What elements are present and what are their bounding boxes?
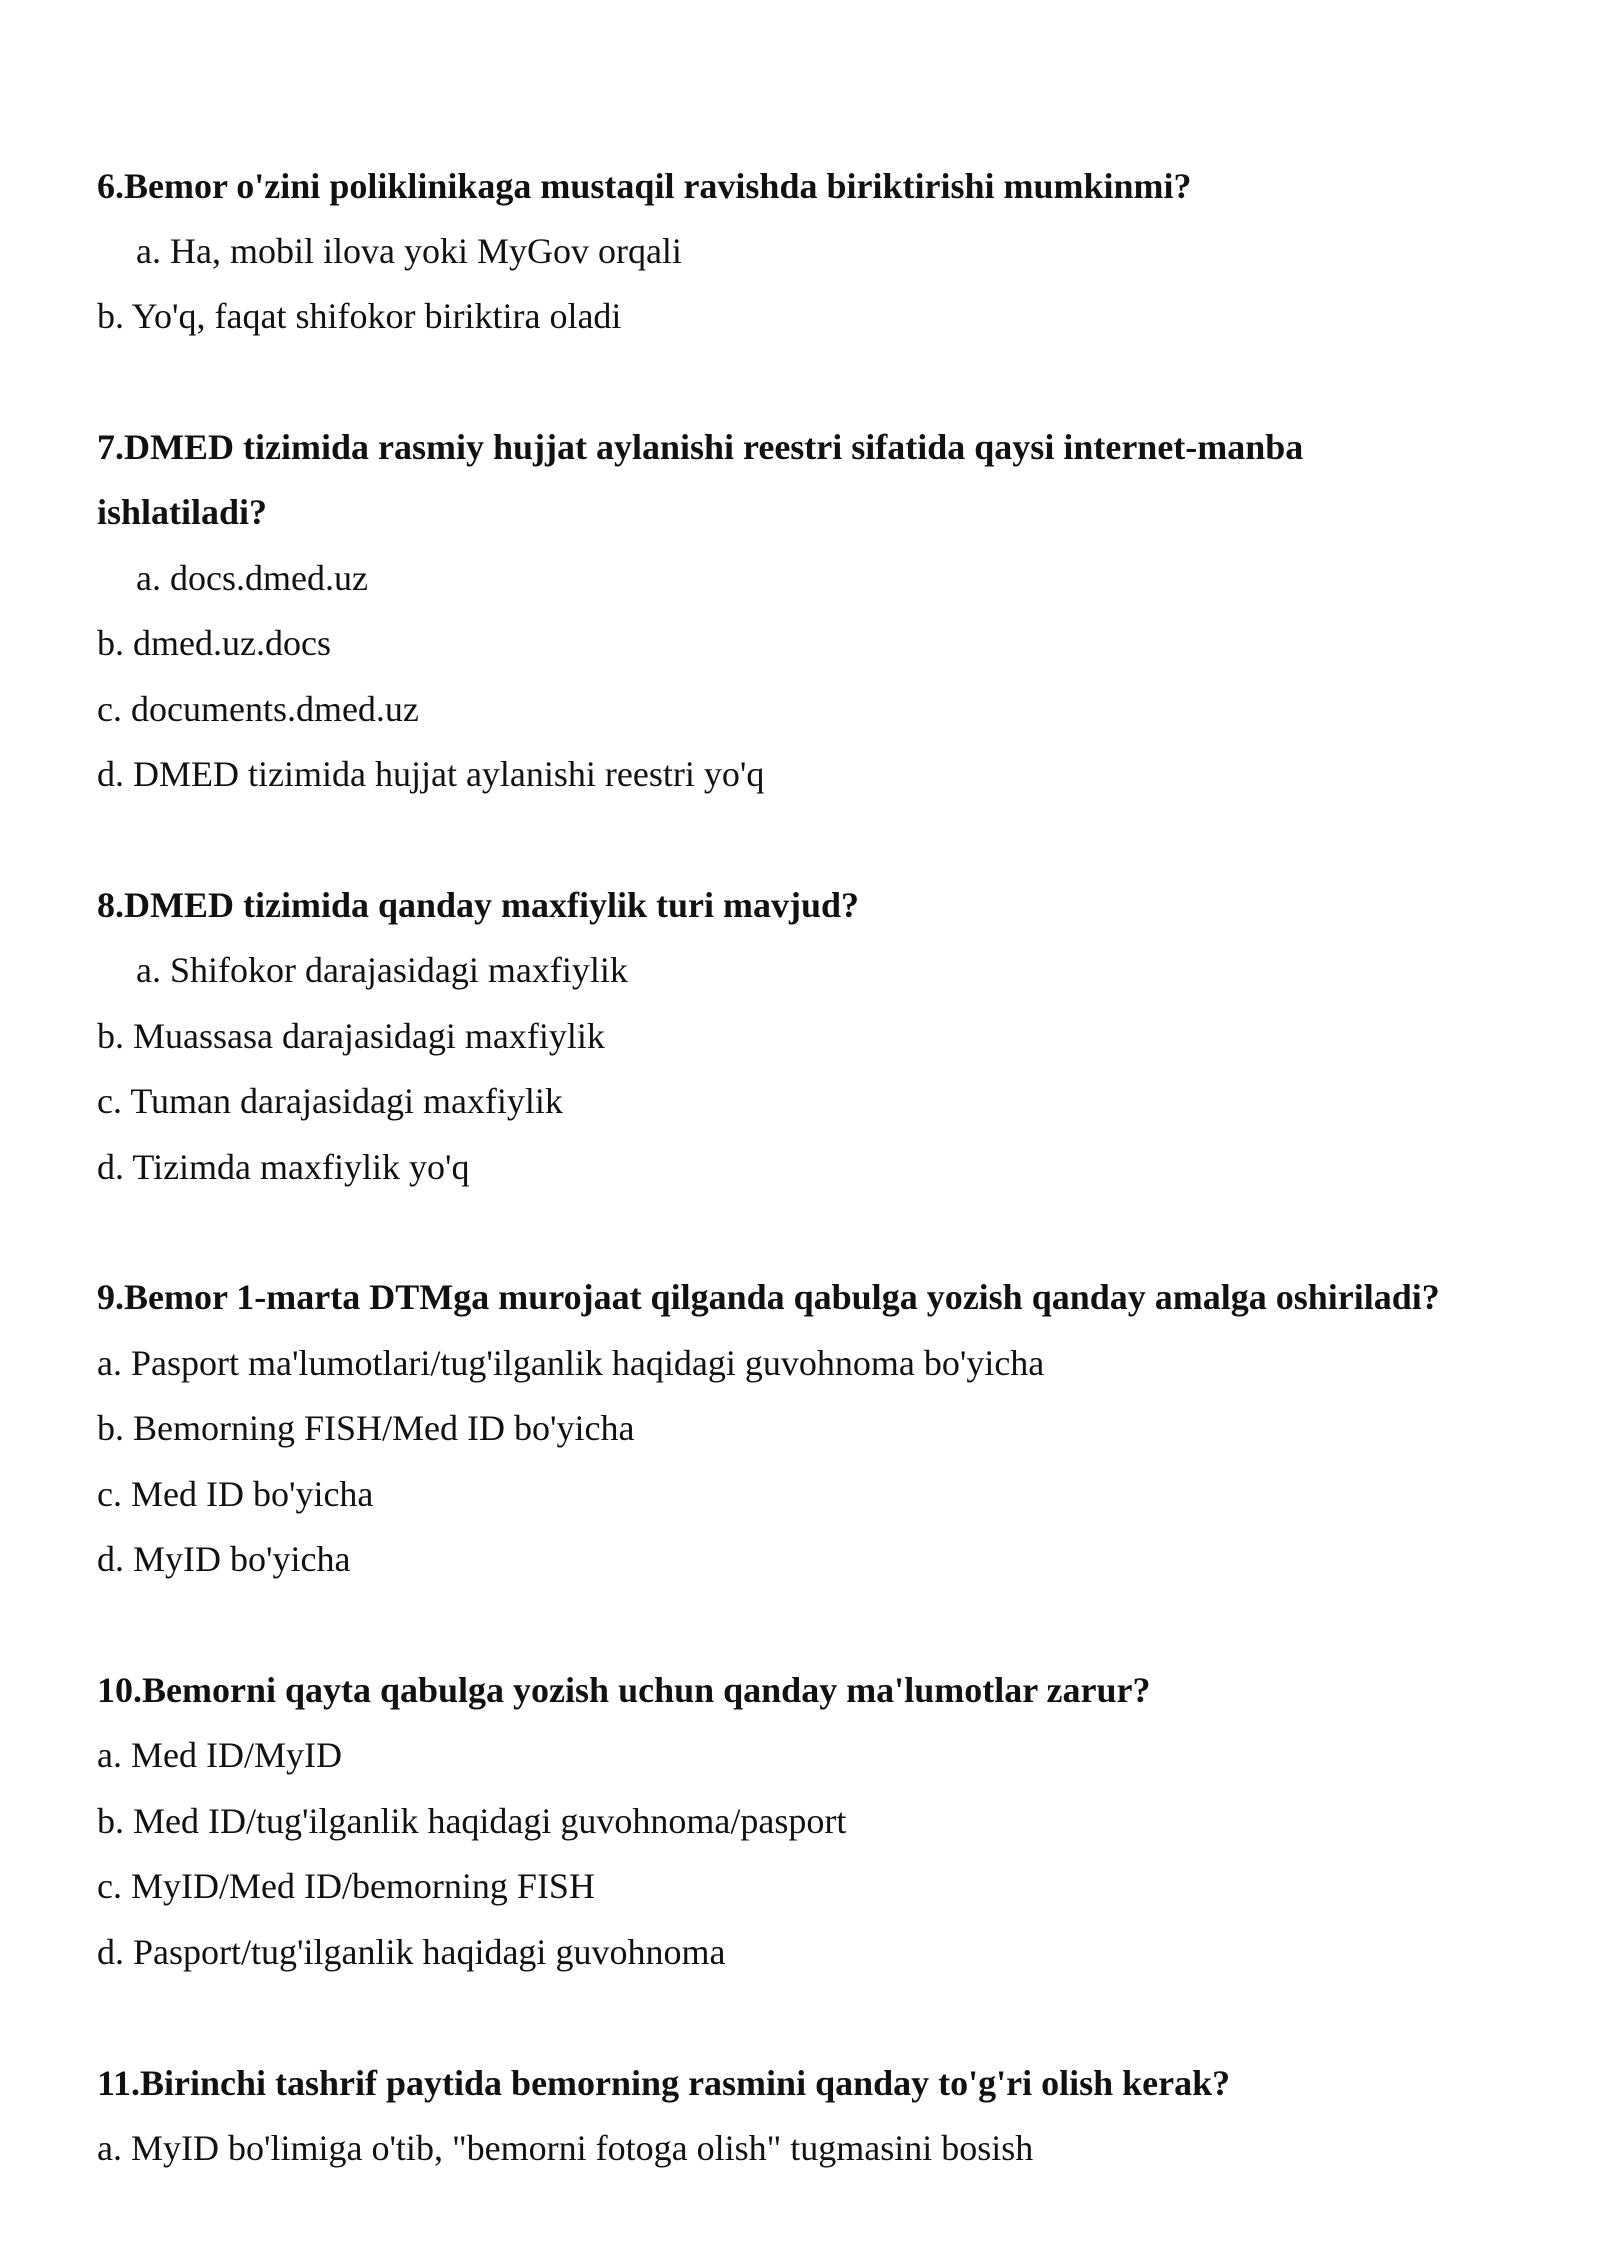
question-9-option-c: c. Med ID bo'yicha xyxy=(97,1474,374,1514)
question-6-option-a: a. Ha, mobil ilova yoki MyGov orqali xyxy=(136,231,682,271)
question-11-option-a: a. MyID bo'limiga o'tib, "bemorni fotoga olish" tugmasini bosish xyxy=(97,2128,1034,2168)
question-8-option-c: c. Tuman darajasidagi maxfiylik xyxy=(97,1081,563,1121)
question-10-option-b: b. Med ID/tug'ilganlik haqidagi guvohnoma/pasport xyxy=(97,1801,847,1841)
question-6-option-b: b. Yo'q, faqat shifokor biriktira oladi xyxy=(97,296,622,336)
question-8-option-b: b. Muassasa darajasidagi maxfiylik xyxy=(97,1016,605,1056)
question-10-option-a: a. Med ID/MyID xyxy=(97,1735,342,1775)
question-7-option-c: c. documents.dmed.uz xyxy=(97,689,419,729)
question-7-title-line-1: 7.DMED tizimida rasmiy hujjat aylanishi reestri sifatida qaysi internet-manba xyxy=(97,427,1304,467)
question-11-title: 11.Birinchi tashrif paytida bemorning rasmini qanday to'g'ri olish kerak? xyxy=(97,2063,1231,2103)
question-9-option-a: a. Pasport ma'lumotlari/tug'ilganlik haqidagi guvohnoma bo'yicha xyxy=(97,1343,1045,1383)
question-7-option-a: a. docs.dmed.uz xyxy=(136,558,368,598)
question-9-title: 9.Bemor 1-marta DTMga murojaat qilganda qabulga yozish qanday amalga oshiriladi? xyxy=(97,1277,1440,1317)
question-7-option-b: b. dmed.uz.docs xyxy=(97,623,331,663)
question-10-option-d: d. Pasport/tug'ilganlik haqidagi guvohnoma xyxy=(97,1932,726,1972)
question-9-option-d: d. MyID bo'yicha xyxy=(97,1539,351,1579)
question-10-title: 10.Bemorni qayta qabulga yozish uchun qanday ma'lumotlar zarur? xyxy=(97,1670,1151,1710)
question-6-title: 6.Bemor o'zini poliklinikaga mustaqil ravishda biriktirishi mumkinmi? xyxy=(97,166,1192,206)
question-7-option-d: d. DMED tizimida hujjat aylanishi reestri yo'q xyxy=(97,754,765,794)
question-9-option-b: b. Bemorning FISH/Med ID bo'yicha xyxy=(97,1408,635,1448)
question-8-option-d: d. Tizimda maxfiylik yo'q xyxy=(97,1147,470,1187)
question-7-title-line-2: ishlatiladi? xyxy=(97,492,268,532)
question-8-option-a: a. Shifokor darajasidagi maxfiylik xyxy=(136,950,628,990)
question-8-title: 8.DMED tizimida qanday maxfiylik turi mavjud? xyxy=(97,885,860,925)
question-10-option-c: c. MyID/Med ID/bemorning FISH xyxy=(97,1866,595,1906)
